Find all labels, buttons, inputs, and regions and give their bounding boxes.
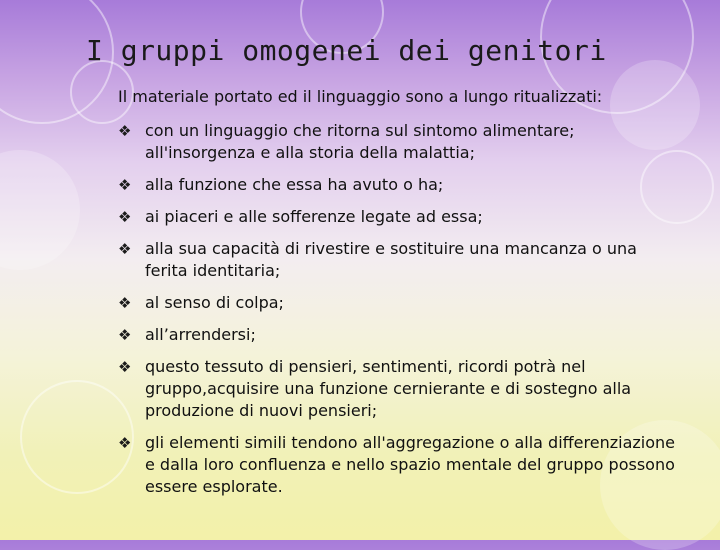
bullet-text: alla funzione che essa ha avuto o ha; bbox=[145, 175, 444, 194]
diamond-bullet-icon: ❖ bbox=[118, 294, 132, 312]
diamond-bullet-icon: ❖ bbox=[118, 208, 132, 226]
bullet-text: questo tessuto di pensieri, sentimenti, ricordi potrà nel gruppo,acquisire una funzione cernierante e di sostegno alla produzione di nuovi pensieri; bbox=[145, 357, 632, 420]
slide-title: I gruppi omogenei dei genitori bbox=[86, 34, 607, 67]
slide-content bbox=[118, 86, 678, 508]
diamond-bullet-icon: ❖ bbox=[118, 434, 132, 452]
bullet-text: all’arrendersi; bbox=[145, 325, 256, 344]
diamond-bullet-icon: ❖ bbox=[118, 358, 132, 376]
diamond-bullet-icon: ❖ bbox=[118, 122, 132, 140]
bullet-item bbox=[118, 206, 678, 228]
intro-text: Il materiale portato ed il linguaggio sono a lungo ritualizzati: bbox=[118, 87, 603, 106]
diamond-bullet-icon: ❖ bbox=[118, 326, 132, 344]
bullet-item bbox=[118, 432, 678, 498]
bullet-text: al senso di colpa; bbox=[145, 293, 284, 312]
bullet-item bbox=[118, 120, 678, 164]
diamond-bullet-icon: ❖ bbox=[118, 176, 132, 194]
bullet-item bbox=[118, 324, 678, 346]
bullet-item bbox=[118, 356, 678, 422]
bullet-item bbox=[118, 292, 678, 314]
bullet-text: ai piaceri e alle sofferenze legate ad essa; bbox=[145, 207, 483, 226]
bullet-text: alla sua capacità di rivestire e sostituire una mancanza o una ferita identitaria; bbox=[145, 239, 637, 280]
bullet-text: gli elementi simili tendono all'aggregazione o alla differenziazione e dalla loro confluenza e nello spazio mentale del gruppo possono essere esplorate. bbox=[145, 433, 675, 496]
bokeh-ring bbox=[20, 380, 134, 494]
bullet-list bbox=[118, 120, 678, 498]
diamond-bullet-icon: ❖ bbox=[118, 240, 132, 258]
bullet-item bbox=[118, 174, 678, 196]
bokeh-dot bbox=[0, 150, 80, 270]
bullet-item bbox=[118, 238, 678, 282]
bullet-text: con un linguaggio che ritorna sul sintomo alimentare; all'insorgenza e alla storia della malattia; bbox=[145, 121, 575, 162]
